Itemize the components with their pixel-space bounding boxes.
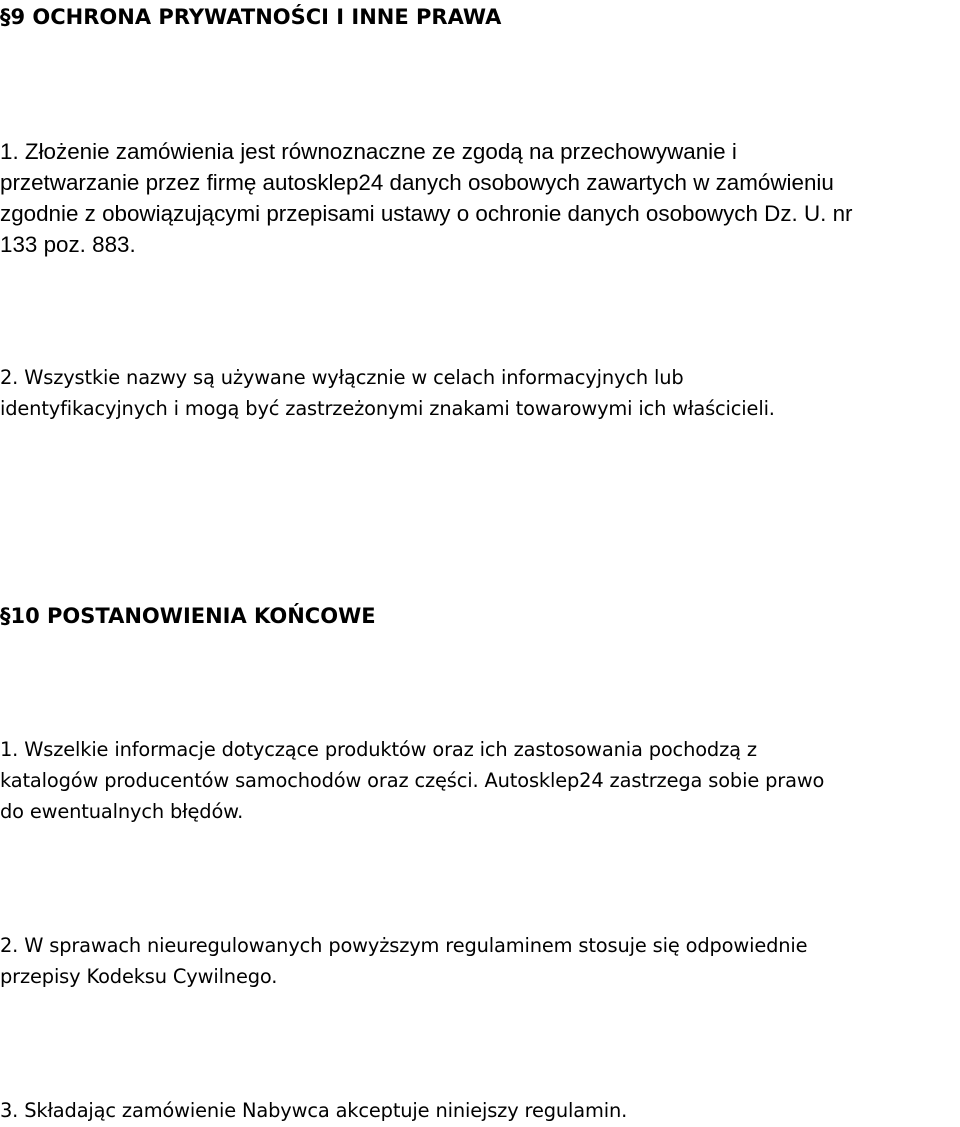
paragraph-line: identyfikacyjnych i mogą być zastrzeżonymi znakami towarowymi ich właścicieli.	[0, 397, 775, 420]
section-heading-final-provisions: §10 POSTANOWIENIA KOŃCOWE	[0, 604, 376, 628]
section-heading-privacy: §9 OCHRONA PRYWATNOŚCI I INNE PRAWA	[0, 5, 502, 29]
paragraph-line: katalogów producentów samochodów oraz części. Autosklep24 zastrzega sobie prawo	[0, 769, 825, 792]
paragraph-line: przetwarzanie przez firmę autosklep24 danych osobowych zawartych w zamówieniu	[0, 170, 834, 195]
privacy-paragraph-2	[0, 362, 960, 424]
privacy-paragraph-1	[0, 136, 960, 260]
paragraph-line: 1. Złożenie zamówienia jest równoznaczne ze zgodą na przechowywanie i	[0, 139, 737, 164]
paragraph-line: 3. Składając zamówienie Nabywca akceptuje niniejszy regulamin.	[0, 1099, 628, 1122]
paragraph-line: przepisy Kodeksu Cywilnego.	[0, 965, 278, 988]
final-paragraph-3	[0, 1095, 960, 1126]
paragraph-line: 2. Wszystkie nazwy są używane wyłącznie w celach informacyjnych lub	[0, 366, 684, 389]
paragraph-line: do ewentualnych błędów.	[0, 800, 244, 823]
paragraph-line: zgodnie z obowiązującymi przepisami ustawy o ochronie danych osobowych Dz. U. nr	[0, 201, 853, 226]
final-paragraph-2	[0, 930, 960, 992]
final-paragraph-1	[0, 734, 960, 827]
paragraph-line: 133 poz. 883.	[0, 232, 136, 257]
paragraph-line: 2. W sprawach nieuregulowanych powyższym regulaminem stosuje się odpowiednie	[0, 934, 808, 957]
paragraph-line: 1. Wszelkie informacje dotyczące produktów oraz ich zastosowania pochodzą z	[0, 738, 757, 761]
